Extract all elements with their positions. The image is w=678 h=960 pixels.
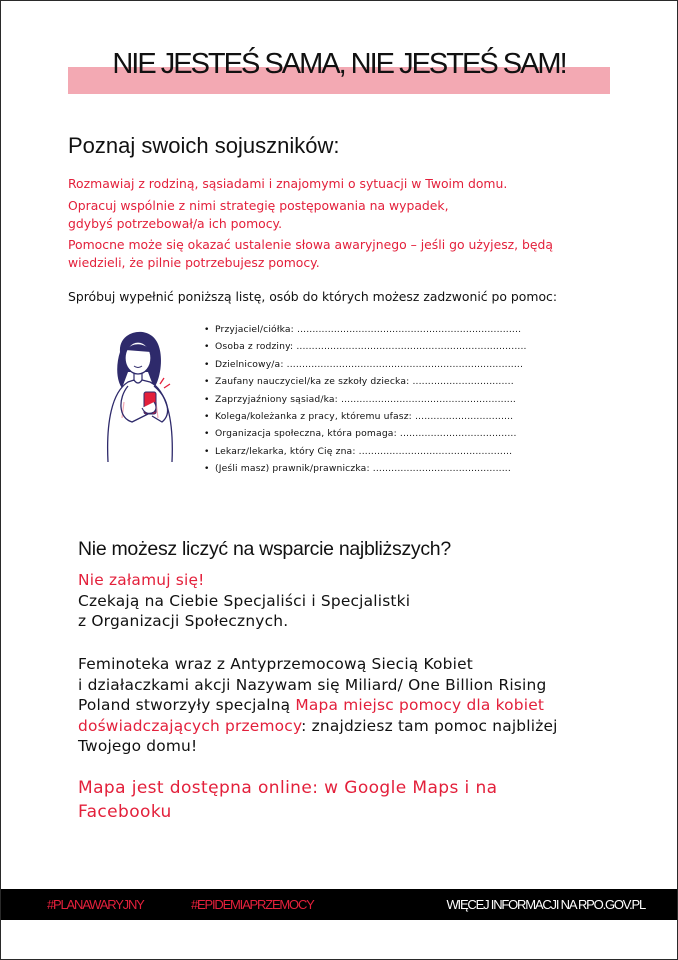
page-title: NIE JESTEŚ SAMA, NIE JESTEŚ SAM! xyxy=(112,48,566,80)
footer-bar xyxy=(1,889,677,920)
list-item: • Kolega/koleżanka z pracy, któremu ufasz: ................................ xyxy=(204,411,514,423)
title-block xyxy=(68,46,610,94)
list-intro: Spróbuj wypełnić poniższą listę, osób do których możesz zadzwonić po pomoc: xyxy=(68,289,558,304)
list-item: • Organizacja społeczna, która pomaga: ...................................... xyxy=(204,428,517,440)
contacts-list xyxy=(204,321,544,478)
specialists-block xyxy=(78,570,410,632)
list-item: • Osoba z rodziny: ........................................................................... xyxy=(204,341,527,353)
list-item: • Zaprzyjaźniony sąsiad/ka: ......................................................... xyxy=(204,393,517,405)
list-item: • (Jeśli masz) prawnik/prawniczka: ............................................. xyxy=(204,463,511,475)
advice-talk-text: Rozmawiaj z rodziną, sąsiadami i znajomymi o sytuacji w Twoim domu. xyxy=(68,176,508,191)
advice-strategy xyxy=(68,197,449,233)
map-link-text-cont[interactable]: doświadczających przemocy xyxy=(78,716,302,735)
specialists-line2: z Organizacji Społecznych. xyxy=(78,612,289,630)
map-desc-line2: i działaczkami akcji Nazywam się Miliard/ One Billion Rising xyxy=(78,675,547,694)
more-info-link[interactable]: WIĘCEJ INFORMACJI NA RPO.GOV.PL xyxy=(446,897,645,912)
map-availability xyxy=(78,776,497,824)
map-desc-line3: Poland stworzyły specjalną Mapa miejsc pomocy dla kobiet xyxy=(78,696,545,714)
map-desc-line1: Feminoteka wraz z Antyprzemocową Siecią Kobiet xyxy=(78,655,474,673)
specialists-line1: Czekają na Ciebie Specjaliści i Specjalistki xyxy=(78,591,411,610)
dont-give-up-text: Nie załamuj się! xyxy=(78,571,205,589)
list-item: • Dzielnicowy/a: ............................................................................. xyxy=(204,358,524,370)
advice-emergency-line2: wiedzieli, że pilnie potrzebujesz pomocy. xyxy=(68,255,320,270)
map-desc-line5: Twojego domu! xyxy=(78,737,198,755)
advice-emergency-word xyxy=(68,236,553,272)
list-item: • Przyjaciel/ciółka: ......................................................................... xyxy=(204,324,522,335)
advice-strategy-line1: Opracuj wspólnie z nimi strategię postępowania na wypadek, xyxy=(68,198,449,213)
map-desc-line4: doświadczających przemocy: znajdziesz tam pomoc najbliżej xyxy=(78,716,558,735)
list-item: • Zaufany nauczyciel/ka ze szkoły dziecka: ................................. xyxy=(204,376,514,388)
advice-emergency-line1: Pomocne może się okazać ustalenie słowa awaryjnego – jeśli go użyjesz, będą xyxy=(68,237,554,252)
advice-strategy-line2: gdybyś potrzebował/a ich pomocy. xyxy=(68,216,283,231)
list-item: • Lekarz/lekarka, który Cię zna: .................................................. xyxy=(204,445,513,457)
map-link-text[interactable]: Mapa miejsc pomocy dla kobiet xyxy=(295,696,545,714)
support-heading: Nie możesz liczyć na wsparcie najbliższych? xyxy=(78,538,451,560)
allies-heading: Poznaj swoich sojuszników: xyxy=(68,133,340,158)
hashtag-plan-awaryjny: #PLANAWARYJNY xyxy=(47,897,144,912)
advice-talk xyxy=(68,175,507,193)
map-availability-line1: Mapa jest dostępna online: w Google Maps i na xyxy=(78,778,498,798)
map-description-block xyxy=(78,654,558,757)
hashtag-epidemia-przemocy: #EPIDEMIAPRZEMOCY xyxy=(191,897,314,912)
woman-with-phone-illustration xyxy=(88,322,198,472)
map-availability-line2: Facebooku xyxy=(78,802,172,822)
